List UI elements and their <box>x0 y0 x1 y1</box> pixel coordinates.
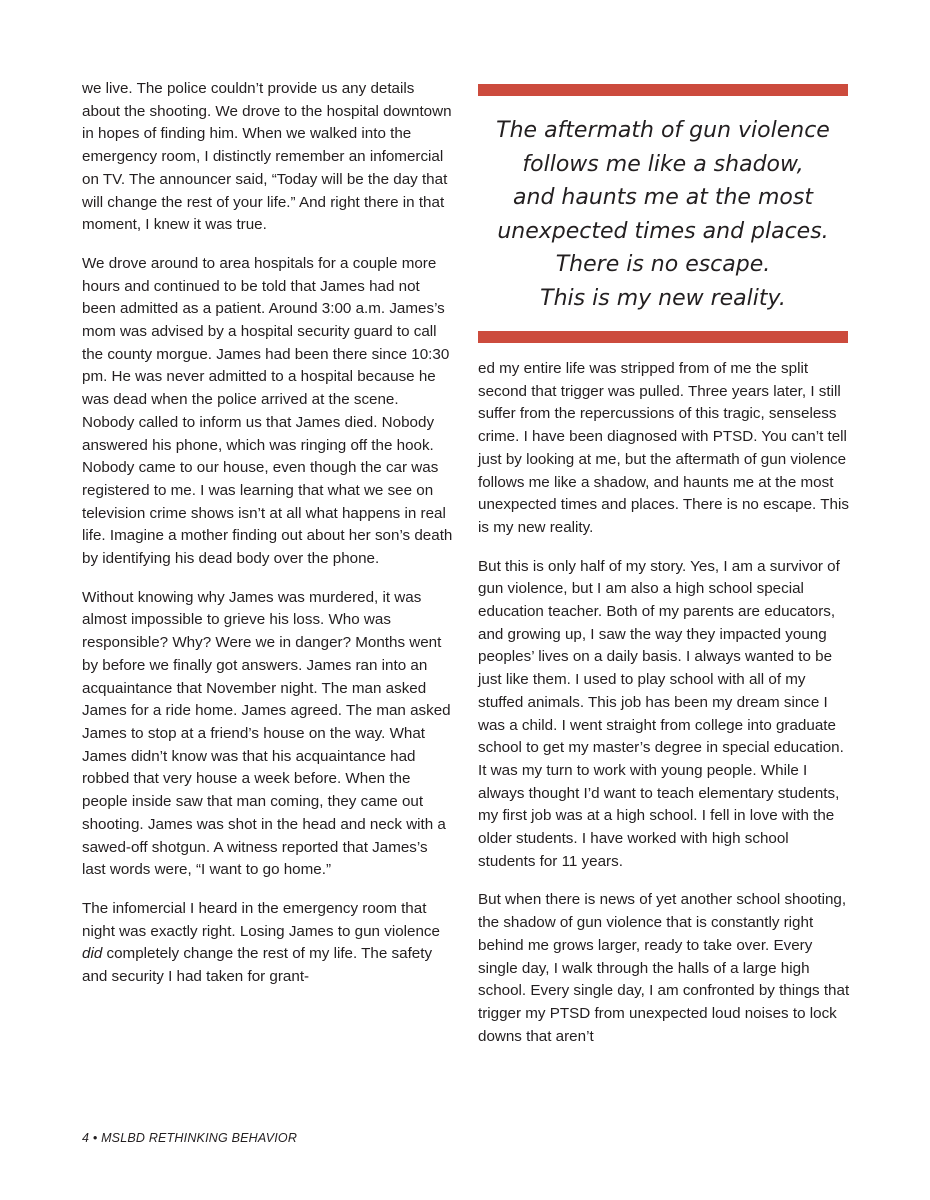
paragraph-text: completely change the rest of my life. The safety and security I had taken for grant- <box>82 945 433 986</box>
pull-quote-line: There is no escape. <box>555 252 771 277</box>
paragraph-text: The infomercial I heard in the emergency room that night was exactly right. Losing James to gun violence <box>82 899 440 940</box>
left-column <box>82 78 454 1005</box>
emphasized-word: did <box>82 945 103 963</box>
body-paragraph: ed my entire life was stripped from of me the split second that trigger was pulled. Three years later, I still suffer from the repercussions of this tragic, senseless crime. I have been diagnosed with PTSD. You can’t tell just by looking at me, but the aftermath of gun violence follows me like a shadow, and haunts me at the most unexpected times and places. There is no escape. This is my new reality. <box>478 360 849 536</box>
pull-quote-top-rule <box>478 84 848 96</box>
pull-quote-line: and haunts me at the most <box>513 185 813 210</box>
body-paragraph: But this is only half of my story. Yes, I am a survivor of gun violence, but I am also a high school special education teacher. Both of my parents are educators, and growing up, I saw the way they impacted young peoples’ lives on a daily basis. I always wanted to be just like them. I used to play school with all of my stuffed animals. This job has been my dream since I was a child. I went straight from college into graduate school to get my master’s degree in special education. It was my turn to work with young people. While I always thought I’d want to teach elementary students, my first job was at a high school. I fell in love with the older students. I have worked with high school students for 11 years. <box>478 557 844 870</box>
pull-quote-bottom-rule <box>478 331 848 343</box>
pull-quote-line: follows me like a shadow, <box>522 151 804 177</box>
body-paragraph: We drove around to area hospitals for a couple more hours and continued to be told that James had not been admitted as a patient. Around 3:00 a.m. James’s mom was advised by a hospital security guard to call the county morgue. James had been there since 10:30 pm. He was never admitted to a hospital because he was dead when the police arrived at the scene. Nobody called to inform us that James died. Nobody answered his phone, which was ringing off the hook. Nobody came to our house, even though the car was registered to me. I was learning that what we see on television crime shows isn’t at all what happens in real life. Imagine a mother finding out about her son’s death by identifying his dead body over the phone. <box>82 254 453 568</box>
page-footer: 4 • MSLBD RETHINKING BEHAVIOR <box>82 1131 298 1145</box>
body-paragraph: But when there is news of yet another school shooting, the shadow of gun violence that is constantly right behind me grows larger, ready to take over. Every single day, I walk through the halls of a large high school. Every single day, I am confronted by things that trigger my PTSD from unexpected loud noises to lock downs that aren’t <box>478 891 850 1045</box>
pull-quote-line: This is my new reality. <box>540 285 786 311</box>
pull-quote <box>478 114 848 315</box>
body-paragraph: we live. The police couldn’t provide us any details about the shooting. We drove to the hospital downtown in hopes of finding him. When we walked into the emergency room, I distinctly remember an infomercial on TV. The announcer said, “Today will be the day that will change the rest of your life.” And right there in that moment, I knew it was true. <box>82 80 452 234</box>
body-paragraph: Without knowing why James was murdered, it was almost impossible to grieve his loss. Who was responsible? Why? Were we in danger? Months went by before we finally got answers. James ran into an acquaintance that November night. The man asked James for a ride home. James agreed. The man asked James to stop at a friend’s house on the way. What James didn’t know was that his acquaintance had robbed that very house a week before. When the people inside saw that man coming, they came out shooting. James was shot in the head and neck with a sawed-off shotgun. A witness reported that James’s last words were, “I want to go home.” <box>82 588 451 879</box>
pull-quote-line: unexpected times and places. <box>497 218 829 244</box>
body-paragraph <box>82 898 454 989</box>
right-column <box>478 358 850 1064</box>
pull-quote-line: The aftermath of gun violence <box>496 118 830 143</box>
